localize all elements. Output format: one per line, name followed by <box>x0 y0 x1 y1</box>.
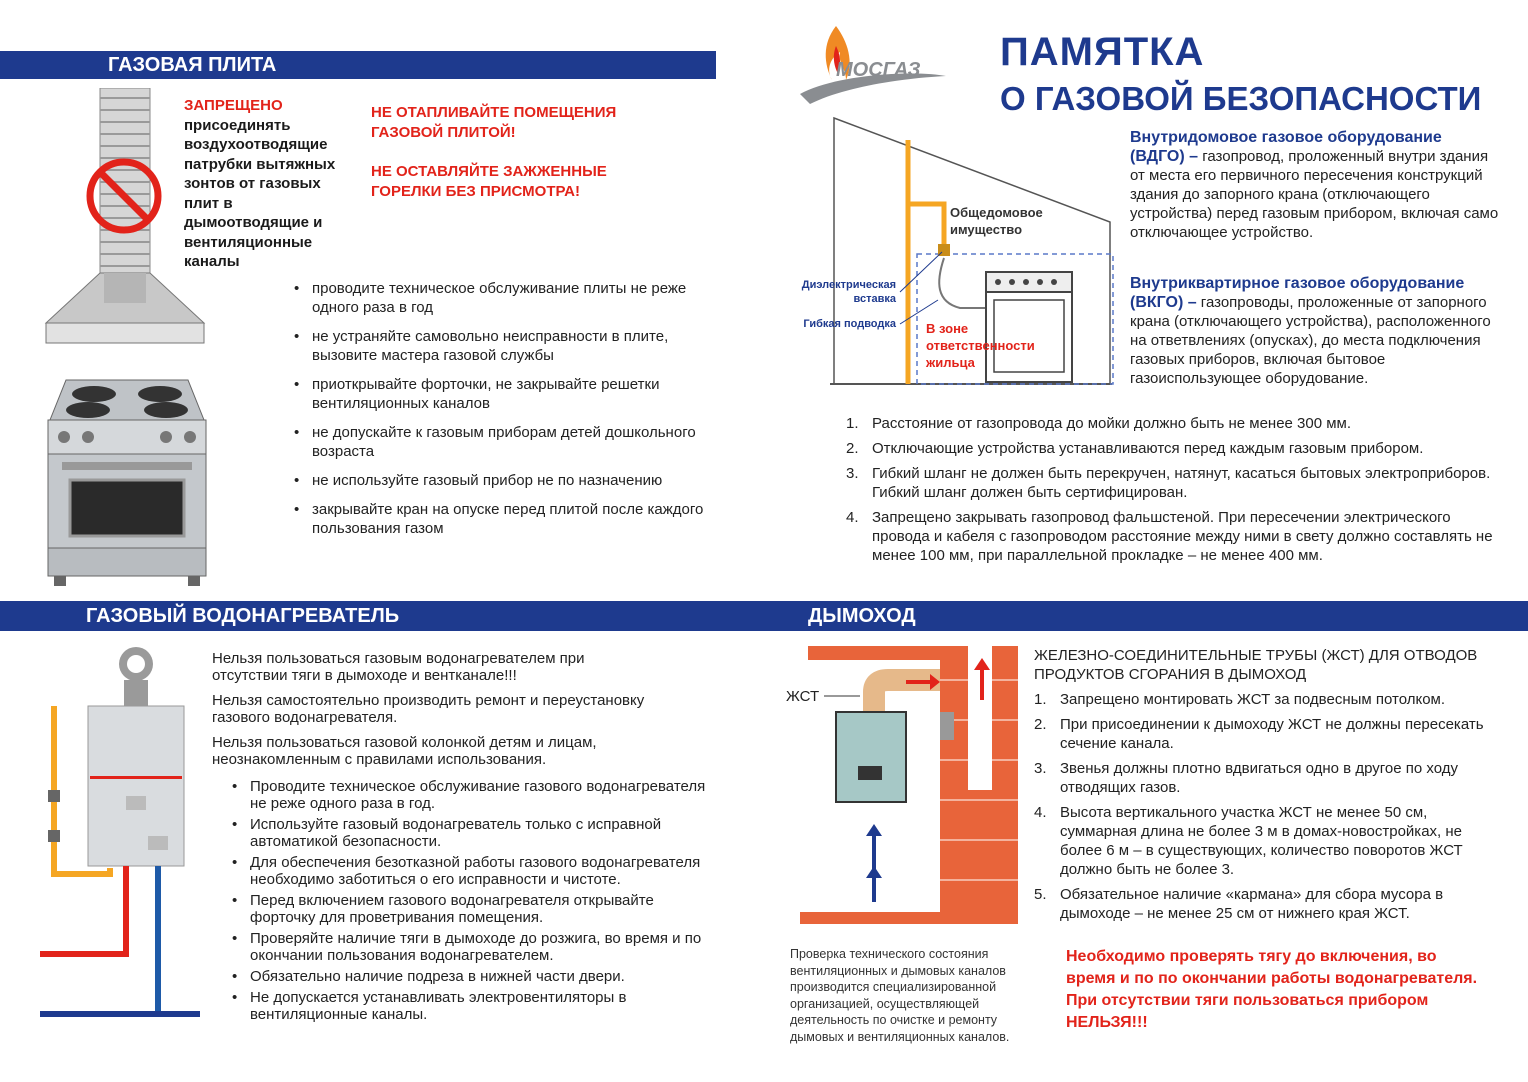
list-item: • проводите техническое обслуживание плиты не реже одного раза в год <box>292 279 712 317</box>
heater-para: Нельзя пользоваться газовым водонагревателем при отсутствии тяги в дымоходе и вентканале!!! <box>212 650 585 684</box>
list-item: 1. Расстояние от газопровода до мойки должно быть не менее 300 мм. <box>846 415 1352 432</box>
list-item: • не используйте газовый прибор не по назначению <box>292 471 712 490</box>
vkgo-text: газопроводы, проложенные от запорного крана (отключающего устройства), расположенного на ответвлениях (опусках), до места подключения газовых приборов, включая бытовое газоиспользующее оборудование. <box>1130 294 1491 387</box>
page-title-line2: О ГАЗОВОЙ БЕЗОПАСНОСТИ <box>1000 80 1482 117</box>
vdgo-text: газопровод, проложенный внутри здания от места его первичного пересечения конструкций здания до запорного крана (отключающего устройства) перед газовым прибором, включая само отключающее устройство. <box>1130 148 1499 241</box>
list-item: 4. Запрещено закрывать газопровод фальшстеной. При пересечении электрического провода и кабеля с газопроводом расстояние между ними в свету должно составлять не менее 100 мм, при параллельной прокладке – не менее 400 мм. <box>846 509 1493 564</box>
list-item: • Не допускается устанавливать электровентиляторы в вентиляционные каналы. <box>230 989 710 1023</box>
page-title-line1: ПАМЯТКА <box>1000 30 1205 74</box>
vkgo-definition <box>1130 274 1510 388</box>
chimney-inspection-note: Проверка технического состояния вентиляционных и дымовых каналов производится специализированной организацией, осуществляющей деятельность по очистке и ремонту дымовых и вентиляционных каналов. <box>790 947 1010 1044</box>
chimney-illustration <box>780 640 1030 930</box>
vkgo-term: Внутриквартирное газовое оборудование (ВКГО) – <box>1130 275 1465 311</box>
stove-forbidden-block <box>184 96 359 272</box>
list-item: 3. Звенья должны плотно вдвигаться одно в другое по ходу отводящих газов. <box>1034 760 1458 796</box>
dielectric-insert-label: Диэлектрическая вставка <box>801 279 896 305</box>
stove-warning-1: НЕ ОТАПЛИВАЙТЕ ПОМЕЩЕНИЯ ГАЗОВОЙ ПЛИТОЙ! <box>371 104 617 141</box>
stove-bullet-list <box>292 279 712 538</box>
list-item: 4. Высота вертикального участка ЖСТ не менее 50 см, суммарная длина не более 3 м в домах-новостройках, не более 6 м – в существующих, количество поворотов ЖСТ должно быть не более 3. <box>1034 804 1463 878</box>
common-property-label: Общедомовое имущество <box>950 205 1043 237</box>
heater-para: Нельзя пользоваться газовой колонкой детям и лицам, неознакомленным с правилами использования. <box>212 734 597 768</box>
zhst-label: ЖСТ <box>786 688 820 705</box>
chimney-rules-list <box>1034 690 1504 923</box>
logo-text: МОСГАЗ <box>836 59 921 81</box>
list-item: • Для обеспечения безотказной работы газового водонагревателя необходимо заботиться о его исправности и чистоте. <box>230 854 710 888</box>
gas-stove-illustration <box>46 376 208 588</box>
list-item: 2. При присоединении к дымоходу ЖСТ не должны пересекать сечение канала. <box>1034 716 1484 752</box>
list-item: • не допускайте к газовым приборам детей дошкольного возраста <box>292 423 712 461</box>
list-item: • Проводите техническое обслуживание газового водонагревателя не реже одного раза в год. <box>230 778 710 812</box>
list-item: 1. Запрещено монтировать ЖСТ за подвесным потолком. <box>1034 691 1446 708</box>
draft-warning: Необходимо проверять тягу до включения, во время и по по окончании работы водонагревателя. При отсутствии тяги пользоваться прибором НЕЛЬЗЯ!!! <box>1066 948 1478 1031</box>
forbidden-text: присоединять воздухоотводящие патрубки вытяжных зонтов от газовых плит в дымоотводящие и вентиляционные каналы <box>184 116 336 270</box>
mosgaz-logo <box>796 24 986 106</box>
stove-warning-2: НЕ ОСТАВЛЯЙТЕ ЗАЖЖЕННЫЕ ГОРЕЛКИ БЕЗ ПРИСМОТРА! <box>371 163 607 200</box>
list-item: • Используйте газовый водонагреватель только с исправной автоматикой безопасности. <box>230 816 710 850</box>
list-item: • Обязательно наличие подреза в нижней части двери. <box>230 968 710 985</box>
list-item: • не устраняйте самовольно неисправности в плите, вызовите мастера газовой службы <box>292 327 712 365</box>
heater-paragraphs <box>212 650 652 768</box>
list-item: • Перед включением газового водонагревателя открывайте форточку для проветривания помещения. <box>230 892 710 926</box>
flex-hose-label: Гибкая подводка <box>803 318 896 330</box>
list-item: 5. Обязательное наличие «кармана» для сбора мусора в дымоходе – не менее 25 см от нижнего края ЖСТ. <box>1034 886 1444 922</box>
vdgo-term: Внутридомовое газовое оборудование (ВДГО) – <box>1130 129 1442 165</box>
range-hood-illustration <box>44 88 206 348</box>
stove-section-header <box>0 51 716 79</box>
chimney-heading: ЖЕЛЕЗНО-СОЕДИНИТЕЛЬНЫЕ ТРУБЫ (ЖСТ) ДЛЯ ОТВОДОВ ПРОДУКТОВ СГОРАНИЯ В ДЫМОХОД <box>1034 647 1478 683</box>
chimney-section-title: ДЫМОХОД <box>808 605 916 627</box>
resident-zone-label: В зоне ответственности жильца <box>926 321 1035 370</box>
stove-section-title: ГАЗОВАЯ ПЛИТА <box>108 54 277 76</box>
heater-bullet-list <box>230 778 710 1023</box>
list-item: • приоткрывайте форточки, не закрывайте решетки вентиляционных каналов <box>292 375 712 413</box>
list-item: 2. Отключающие устройства устанавливаются перед каждым газовым прибором. <box>846 440 1424 457</box>
heater-para: Нельзя самостоятельно производить ремонт и переустановку газового водонагревателя. <box>212 692 645 726</box>
water-heater-illustration <box>40 644 200 1024</box>
heater-section-title: ГАЗОВЫЙ ВОДОНАГРЕВАТЕЛЬ <box>86 605 400 627</box>
vdgo-definition <box>1130 128 1500 242</box>
list-item: • Проверяйте наличие тяги в дымоходе до розжига, во время и по окончании пользования водонагревателем. <box>230 930 710 964</box>
list-item: • закрывайте кран на опуске перед плитой после каждого пользования газом <box>292 500 712 538</box>
forbidden-word: ЗАПРЕЩЕНО <box>184 97 283 114</box>
bottom-section-header <box>0 601 1528 631</box>
gas-rules-list <box>846 414 1506 565</box>
list-item: 3. Гибкий шланг не должен быть перекручен, натянут, касаться бытовых электроприборов. Гибкий шланг должен быть сертифицирован. <box>846 465 1491 501</box>
